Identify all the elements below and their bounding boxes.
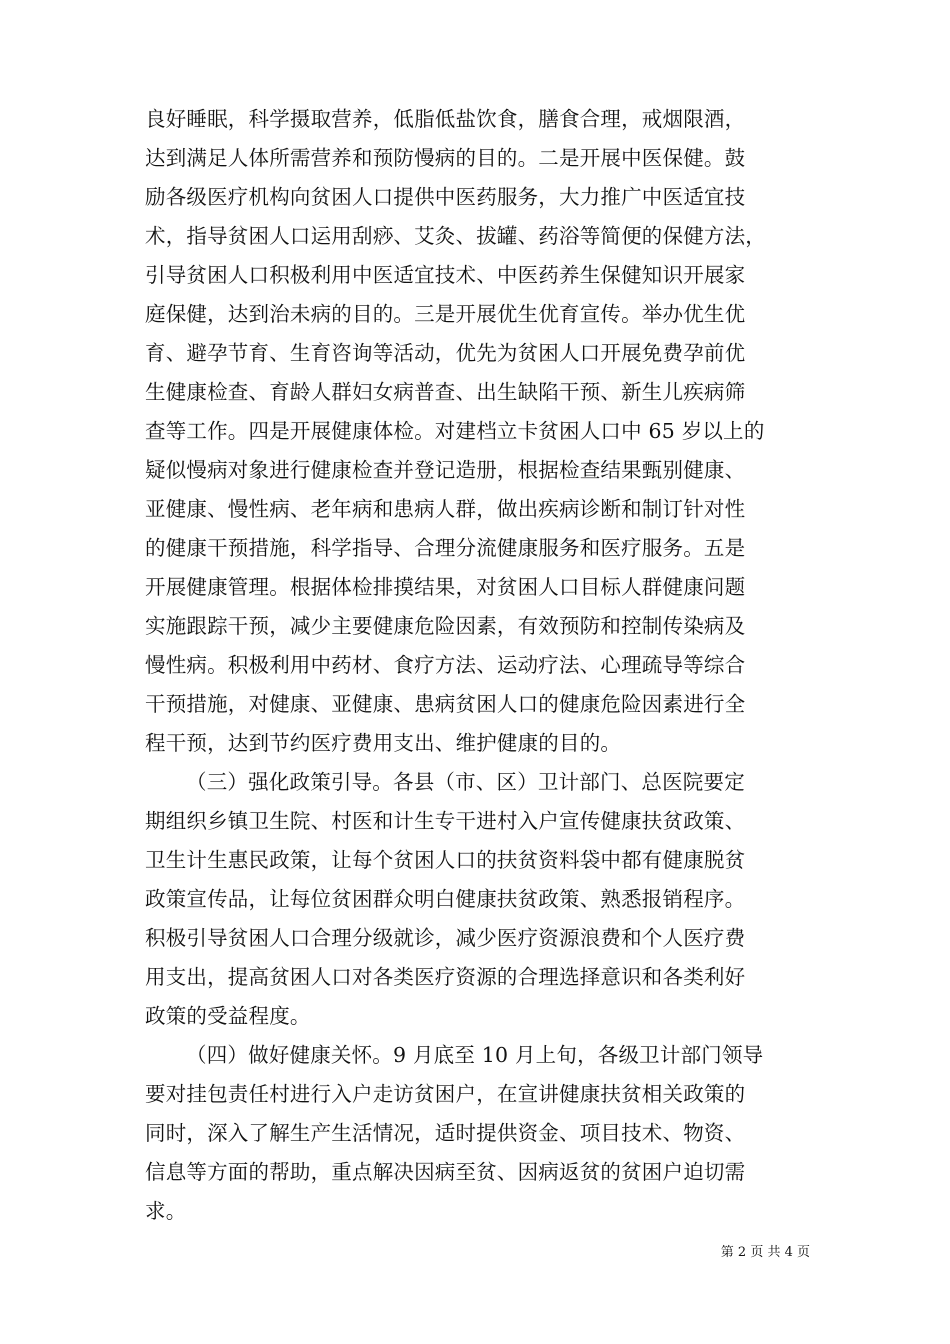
text-line: 程干预，达到节约医疗费用支出、维护健康的目的。 xyxy=(145,731,622,755)
text-line: 达到满足人体所需营养和预防慢病的目的。二是开展中医保健。鼓 xyxy=(145,146,746,170)
text-line: 引导贫困人口积极利用中医适宜技术、中医药养生保健知识开展家 xyxy=(145,263,746,287)
text-line: 开展健康管理。根据体检排摸结果，对贫困人口目标人群健康问题 xyxy=(145,575,746,599)
text-line: 积极引导贫困人口合理分级就诊，减少医疗资源浪费和个人医疗费 xyxy=(145,926,746,950)
text-line: 期组织乡镇卫生院、村医和计生专干进村入户宣传健康扶贫政策、 xyxy=(145,809,746,833)
text-line: 查等工作。四是开展健康体检。对建档立卡贫困人口中 65 岁以上的 xyxy=(145,419,765,443)
text-line: 疑似慢病对象进行健康检查并登记造册，根据检查结果甄别健康、 xyxy=(145,458,746,482)
paragraph-start-line: （三）强化政策引导。各县（市、区）卫计部门、总医院要定 xyxy=(186,770,745,794)
text-line: 实施跟踪干预，减少主要健康危险因素，有效预防和控制传染病及 xyxy=(145,614,746,638)
text-line: 生健康检查、育龄人群妇女病普查、出生缺陷干预、新生儿疾病筛 xyxy=(145,380,746,404)
text-line: 慢性病。积极利用中药材、食疗方法、运动疗法、心理疏导等综合 xyxy=(145,653,746,677)
text-line: 良好睡眠，科学摄取营养，低脂低盐饮食，膳食合理，戒烟限酒， xyxy=(145,107,746,131)
text-line: 术，指导贫困人口运用刮痧、艾灸、拔罐、药浴等简便的保健方法， xyxy=(145,224,766,248)
text-line: 干预措施，对健康、亚健康、患病贫困人口的健康危险因素进行全 xyxy=(145,692,746,716)
text-line: 育、避孕节育、生育咨询等活动，优先为贫困人口开展免费孕前优 xyxy=(145,341,746,365)
text-line: 政策宣传品，让每位贫困群众明白健康扶贫政策、熟悉报销程序。 xyxy=(145,887,746,911)
paragraph-start-line: （四）做好健康关怀。9 月底至 10 月上旬，各级卫计部门领导 xyxy=(186,1043,764,1067)
text-line: 励各级医疗机构向贫困人口提供中医药服务，大力推广中医适宜技 xyxy=(145,185,746,209)
text-line: 亚健康、慢性病、老年病和患病人群，做出疾病诊断和制订针对性 xyxy=(145,497,746,521)
text-line: 政策的受益程度。 xyxy=(145,1004,311,1028)
text-line: 要对挂包责任村进行入户走访贫困户，在宣讲健康扶贫相关政策的 xyxy=(145,1082,746,1106)
text-line: 求。 xyxy=(145,1199,187,1223)
text-line: 用支出，提高贫困人口对各类医疗资源的合理选择意识和各类利好 xyxy=(145,965,746,989)
text-line: 庭保健，达到治未病的目的。三是开展优生优育宣传。举办优生优 xyxy=(145,302,746,326)
text-line: 信息等方面的帮助，重点解决因病至贫、因病返贫的贫困户迫切需 xyxy=(145,1160,746,1184)
text-line: 同时，深入了解生产生活情况，适时提供资金、项目技术、物资、 xyxy=(145,1121,746,1145)
body-text xyxy=(145,100,810,1231)
text-line: 的健康干预措施，科学指导、合理分流健康服务和医疗服务。五是 xyxy=(145,536,746,560)
text-line: 卫生计生惠民政策，让每个贫困人口的扶贫资料袋中都有健康脱贫 xyxy=(145,848,746,872)
page-number: 第 2 页 共 4 页 xyxy=(720,1245,810,1260)
